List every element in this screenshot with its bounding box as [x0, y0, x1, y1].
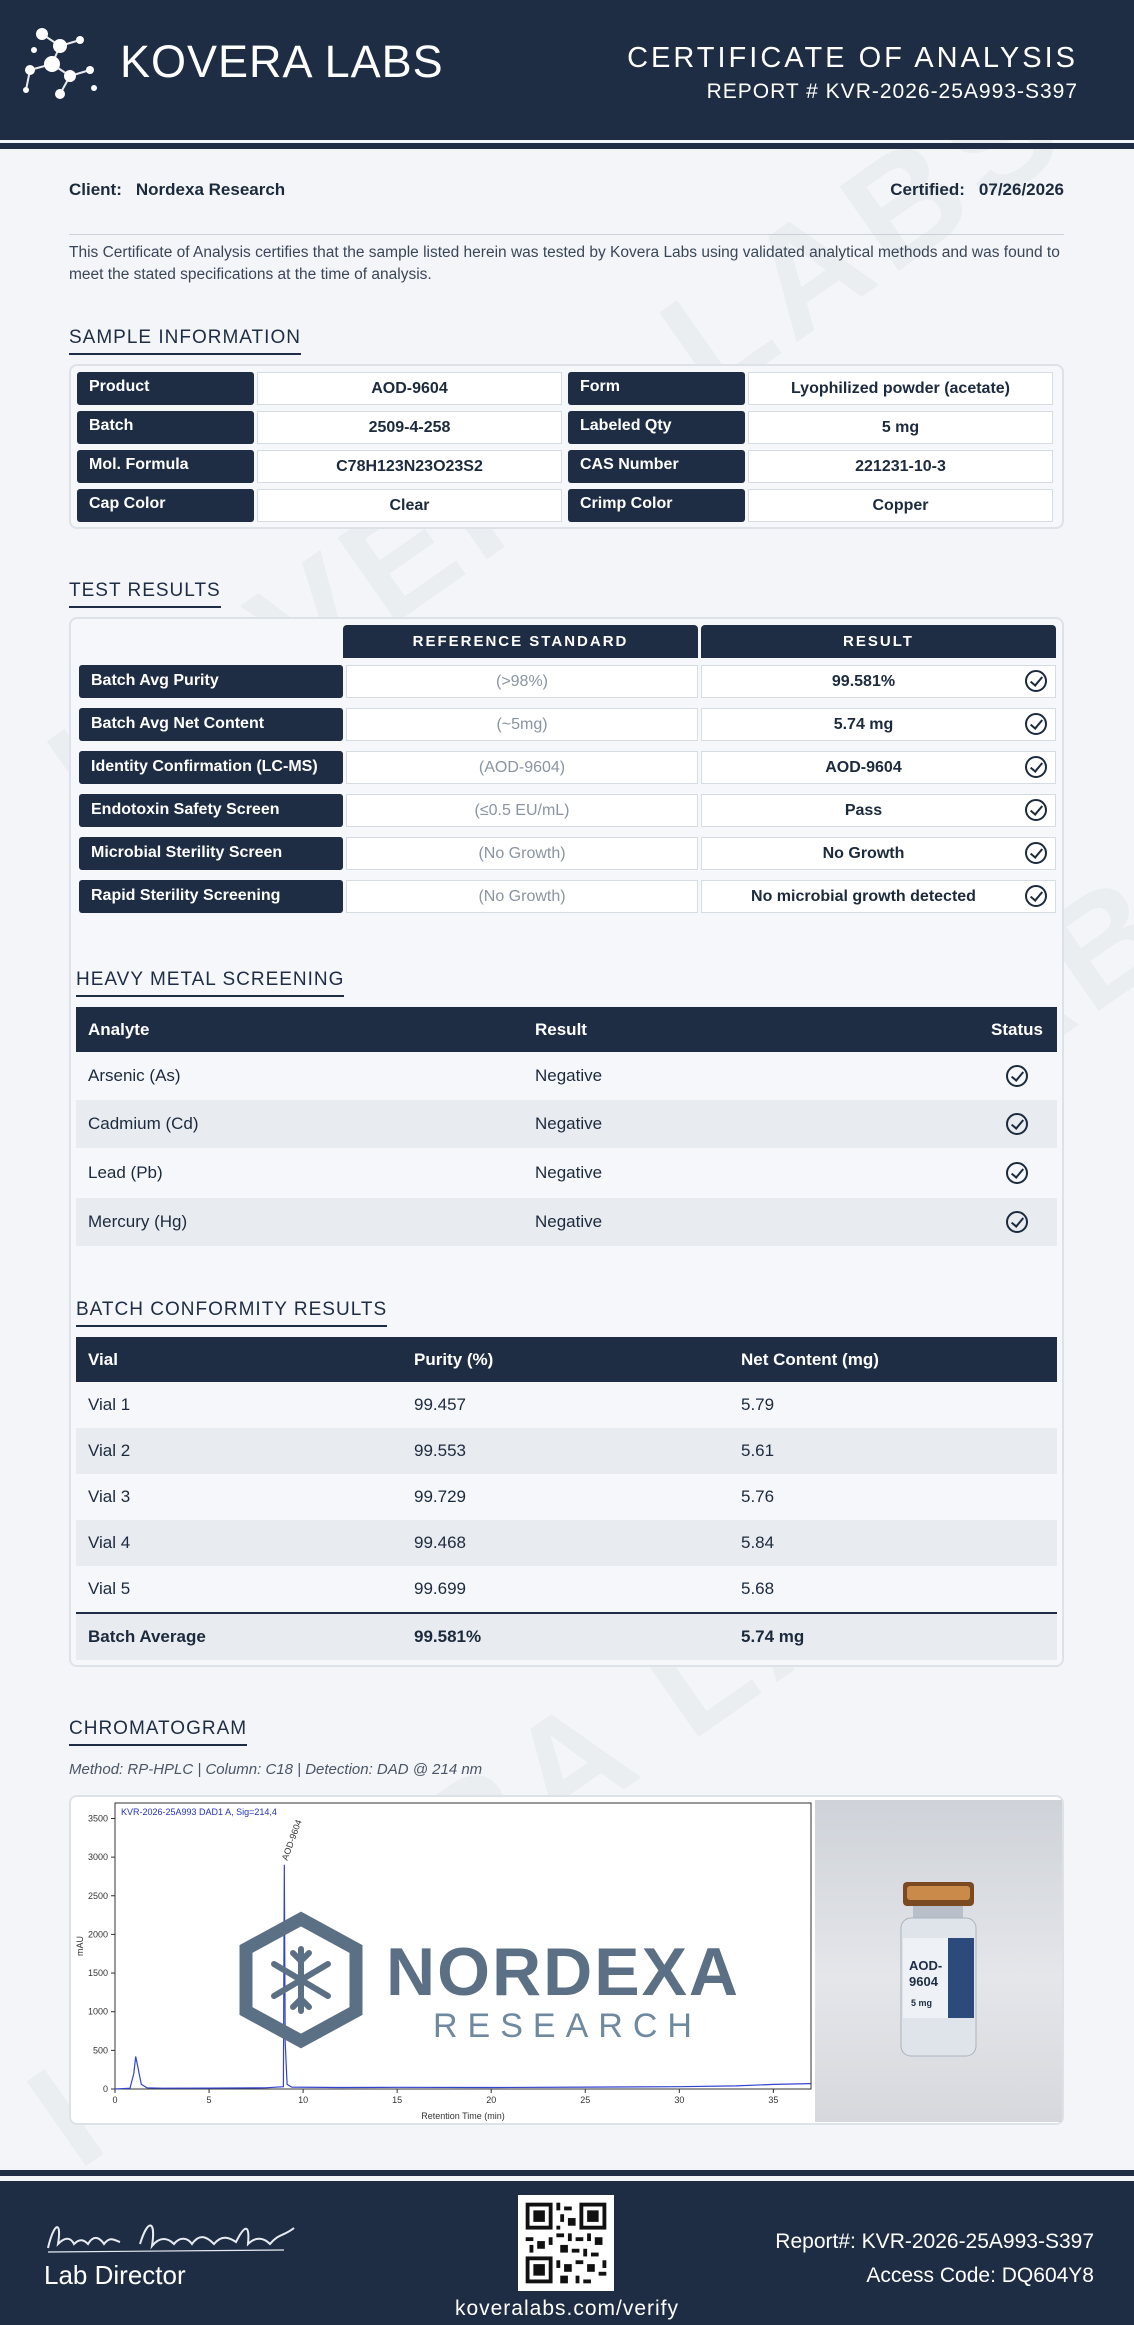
x-tick-label: 15	[392, 2095, 403, 2105]
table-row	[76, 1428, 1057, 1474]
peak-label: AOD-9604	[279, 1818, 304, 1862]
test-result-value: 5.74 mg	[833, 716, 894, 733]
vial-name: Vial 1	[88, 1395, 131, 1414]
field-value: Clear	[257, 489, 562, 522]
test-result	[701, 794, 1056, 827]
test-reference: (~5mg)	[346, 708, 698, 741]
field-value: Lyophilized powder (acetate)	[748, 372, 1053, 405]
vial-label-qty: 5 mg	[911, 1998, 933, 2008]
vial-purity: 99.729	[414, 1487, 466, 1506]
column-header: Result	[535, 1020, 587, 1039]
method-line: Method: RP-HPLC | Column: C18 | Detection: DAD @ 214 nm	[69, 1761, 483, 1778]
column-header: Purity (%)	[414, 1350, 494, 1369]
check-circle-icon	[1006, 1065, 1028, 1087]
qr-code[interactable]	[518, 2195, 614, 2291]
field-label: Product	[77, 372, 254, 405]
check-circle-icon	[1025, 799, 1047, 821]
test-result-value: AOD-9604	[825, 759, 902, 776]
vial-name: Vial 5	[88, 1579, 131, 1598]
reference-standard-header: REFERENCE STANDARD	[343, 625, 698, 658]
y-tick-label: 3000	[87, 1852, 108, 1863]
field-label: Crimp Color	[568, 489, 745, 522]
chromatogram-title: CHROMATOGRAM	[69, 1718, 247, 1746]
y-tick-label: 500	[92, 2045, 108, 2056]
heavy-metal-header	[76, 1007, 1057, 1052]
test-result	[701, 708, 1056, 741]
analyte-result: Negative	[535, 1212, 603, 1231]
check-circle-icon	[1006, 1162, 1028, 1184]
table-row	[76, 1100, 1057, 1148]
check-circle-icon	[1025, 885, 1047, 907]
y-tick-label: 1000	[87, 2006, 108, 2017]
x-tick-label: 0	[112, 2095, 118, 2105]
field-value: AOD-9604	[257, 372, 562, 405]
test-name: Batch Avg Purity	[79, 665, 343, 698]
table-row	[76, 1474, 1057, 1520]
analyte-result: Negative	[535, 1066, 603, 1085]
test-reference: (No Growth)	[346, 880, 698, 913]
vial-purity: 99.457	[414, 1395, 466, 1414]
overlay-brand: NORDEXA	[386, 1934, 741, 2010]
test-result	[701, 665, 1056, 698]
table-row	[76, 1520, 1057, 1566]
brand-name: KOVERA LABS	[120, 36, 444, 87]
test-name: Rapid Sterility Screening	[79, 880, 343, 913]
test-reference: (≤0.5 EU/mL)	[346, 794, 698, 827]
x-tick-label: 35	[768, 2095, 779, 2105]
test-name: Batch Avg Net Content	[79, 708, 343, 741]
table-row	[76, 1382, 1057, 1428]
vial-net-content: 5.61	[741, 1441, 775, 1460]
chromatogram-chart	[71, 1797, 816, 2125]
x-tick-label: 20	[486, 2095, 497, 2105]
column-header: Net Content (mg)	[741, 1350, 879, 1369]
heavy-metal-title: HEAVY METAL SCREENING	[76, 969, 344, 997]
footer-report-number: Report#: KVR-2026-25A993-S397	[775, 2230, 1094, 2253]
table-row	[76, 1566, 1057, 1612]
verify-url[interactable]: koveralabs.com/verify	[454, 2297, 680, 2320]
analyte-result: Negative	[535, 1114, 603, 1133]
divider	[69, 234, 1064, 235]
vial-net-content: 5.68	[741, 1579, 775, 1598]
overlay-sub: RESEARCH	[433, 2007, 702, 2045]
test-result-value: No microbial growth detected	[751, 888, 976, 905]
vial-name: Vial 4	[88, 1533, 131, 1552]
field-label: Labeled Qty	[568, 411, 745, 444]
footer-divider	[0, 2170, 1134, 2176]
vial-name: Vial 2	[88, 1441, 131, 1460]
y-tick-label: 3500	[87, 1813, 108, 1824]
report-header	[0, 0, 1134, 140]
batch-conformity-title: BATCH CONFORMITY RESULTS	[76, 1299, 387, 1327]
vial-purity: 99.468	[414, 1533, 466, 1552]
x-tick-label: 10	[298, 2095, 309, 2105]
test-name: Endotoxin Safety Screen	[79, 794, 343, 827]
vial-net-content: 5.76	[741, 1487, 775, 1506]
table-row	[76, 1052, 1057, 1100]
column-header: Status	[991, 1020, 1043, 1039]
table-row	[76, 1149, 1057, 1197]
document-title: CERTIFICATE OF ANALYSIS	[627, 42, 1078, 74]
column-header: Vial	[88, 1350, 118, 1369]
vial-net-content: 5.79	[741, 1395, 775, 1414]
average-net-content: 5.74 mg	[741, 1627, 805, 1646]
vial-label-top: AOD-	[909, 1958, 943, 1973]
vial-purity: 99.553	[414, 1441, 466, 1460]
batch-conformity-header	[76, 1337, 1057, 1382]
check-circle-icon	[1025, 670, 1047, 692]
analyte: Mercury (Hg)	[88, 1212, 188, 1231]
x-tick-label: 30	[674, 2095, 685, 2105]
test-results-title: TEST RESULTS	[69, 580, 221, 608]
test-result-value: Pass	[844, 802, 883, 819]
analyte-result: Negative	[535, 1163, 603, 1182]
x-tick-label: 25	[580, 2095, 591, 2105]
field-label: Mol. Formula	[77, 450, 254, 483]
field-label: CAS Number	[568, 450, 745, 483]
result-header: RESULT	[701, 625, 1056, 658]
y-tick-label: 2500	[87, 1890, 108, 1901]
molecule-logo-icon	[12, 18, 104, 110]
signer-title: Lab Director	[44, 2260, 186, 2290]
intro-statement: This Certificate of Analysis certifies that the sample listed herein was tested by Kovera Labs using validated analytical methods and was found to meet the stated specifications at the time of analysis.	[69, 244, 1060, 283]
test-name: Identity Confirmation (LC-MS)	[79, 751, 343, 784]
product-vial-photo	[815, 1800, 1062, 2122]
batch-average-row	[76, 1614, 1057, 1660]
test-result-value: No Growth	[822, 845, 905, 862]
field-label: Batch	[77, 411, 254, 444]
test-name: Microbial Sterility Screen	[79, 837, 343, 870]
test-result	[701, 880, 1056, 913]
sample-info-title: SAMPLE INFORMATION	[69, 327, 301, 355]
client-value: Nordexa Research	[135, 180, 286, 199]
check-circle-icon	[1006, 1113, 1028, 1135]
client-label: Client:	[69, 180, 122, 199]
y-tick-label: 1500	[87, 1968, 108, 1979]
vial-name: Vial 3	[88, 1487, 131, 1506]
report-number: REPORT # KVR-2026-25A993-S397	[706, 80, 1078, 103]
vial-net-content: 5.84	[741, 1533, 775, 1552]
qr-code-icon	[518, 2195, 614, 2291]
check-circle-icon	[1025, 842, 1047, 864]
x-axis-label: Retention Time (min)	[421, 2111, 505, 2121]
average-purity: 99.581%	[414, 1627, 482, 1646]
field-value: 5 mg	[748, 411, 1053, 444]
test-result	[701, 837, 1056, 870]
client-info	[69, 180, 285, 200]
vial-label-top-2: 9604	[909, 1974, 938, 1989]
test-reference: (>98%)	[346, 665, 698, 698]
field-label: Cap Color	[77, 489, 254, 522]
test-reference: (No Growth)	[346, 837, 698, 870]
vial-purity: 99.699	[414, 1579, 466, 1598]
column-header: Analyte	[88, 1020, 150, 1039]
check-circle-icon	[1025, 756, 1047, 778]
header-divider	[0, 143, 1134, 149]
certified-date: 07/26/2026	[978, 180, 1064, 199]
x-tick-label: 5	[206, 2095, 212, 2105]
test-result-value: 99.581%	[831, 673, 896, 690]
field-value: 2509-4-258	[257, 411, 562, 444]
field-value: C78H123N23O23S2	[257, 450, 562, 483]
chart-title: KVR-2026-25A993 DAD1 A, Sig=214,4	[121, 1807, 277, 1817]
field-value: Copper	[748, 489, 1053, 522]
field-label: Form	[568, 372, 745, 405]
analyte: Cadmium (Cd)	[88, 1114, 199, 1133]
analyte: Lead (Pb)	[88, 1163, 163, 1182]
vial-illustration	[815, 1800, 1062, 2122]
certified-info	[890, 180, 1064, 200]
table-row	[76, 1198, 1057, 1246]
test-result	[701, 751, 1056, 784]
field-value: 221231-10-3	[748, 450, 1053, 483]
y-tick-label: 2000	[87, 1929, 108, 1940]
check-circle-icon	[1025, 713, 1047, 735]
certified-label: Certified:	[890, 180, 965, 199]
footer-access-code: Access Code: DQ604Y8	[866, 2264, 1094, 2287]
test-reference: (AOD-9604)	[346, 751, 698, 784]
y-tick-label: 0	[102, 2084, 108, 2094]
average-label: Batch Average	[88, 1627, 206, 1646]
check-circle-icon	[1006, 1211, 1028, 1233]
director-signature	[44, 2214, 304, 2258]
y-axis-label: mAU	[75, 1936, 85, 1956]
analyte: Arsenic (As)	[88, 1066, 181, 1085]
sample-info-panel	[69, 364, 1064, 529]
